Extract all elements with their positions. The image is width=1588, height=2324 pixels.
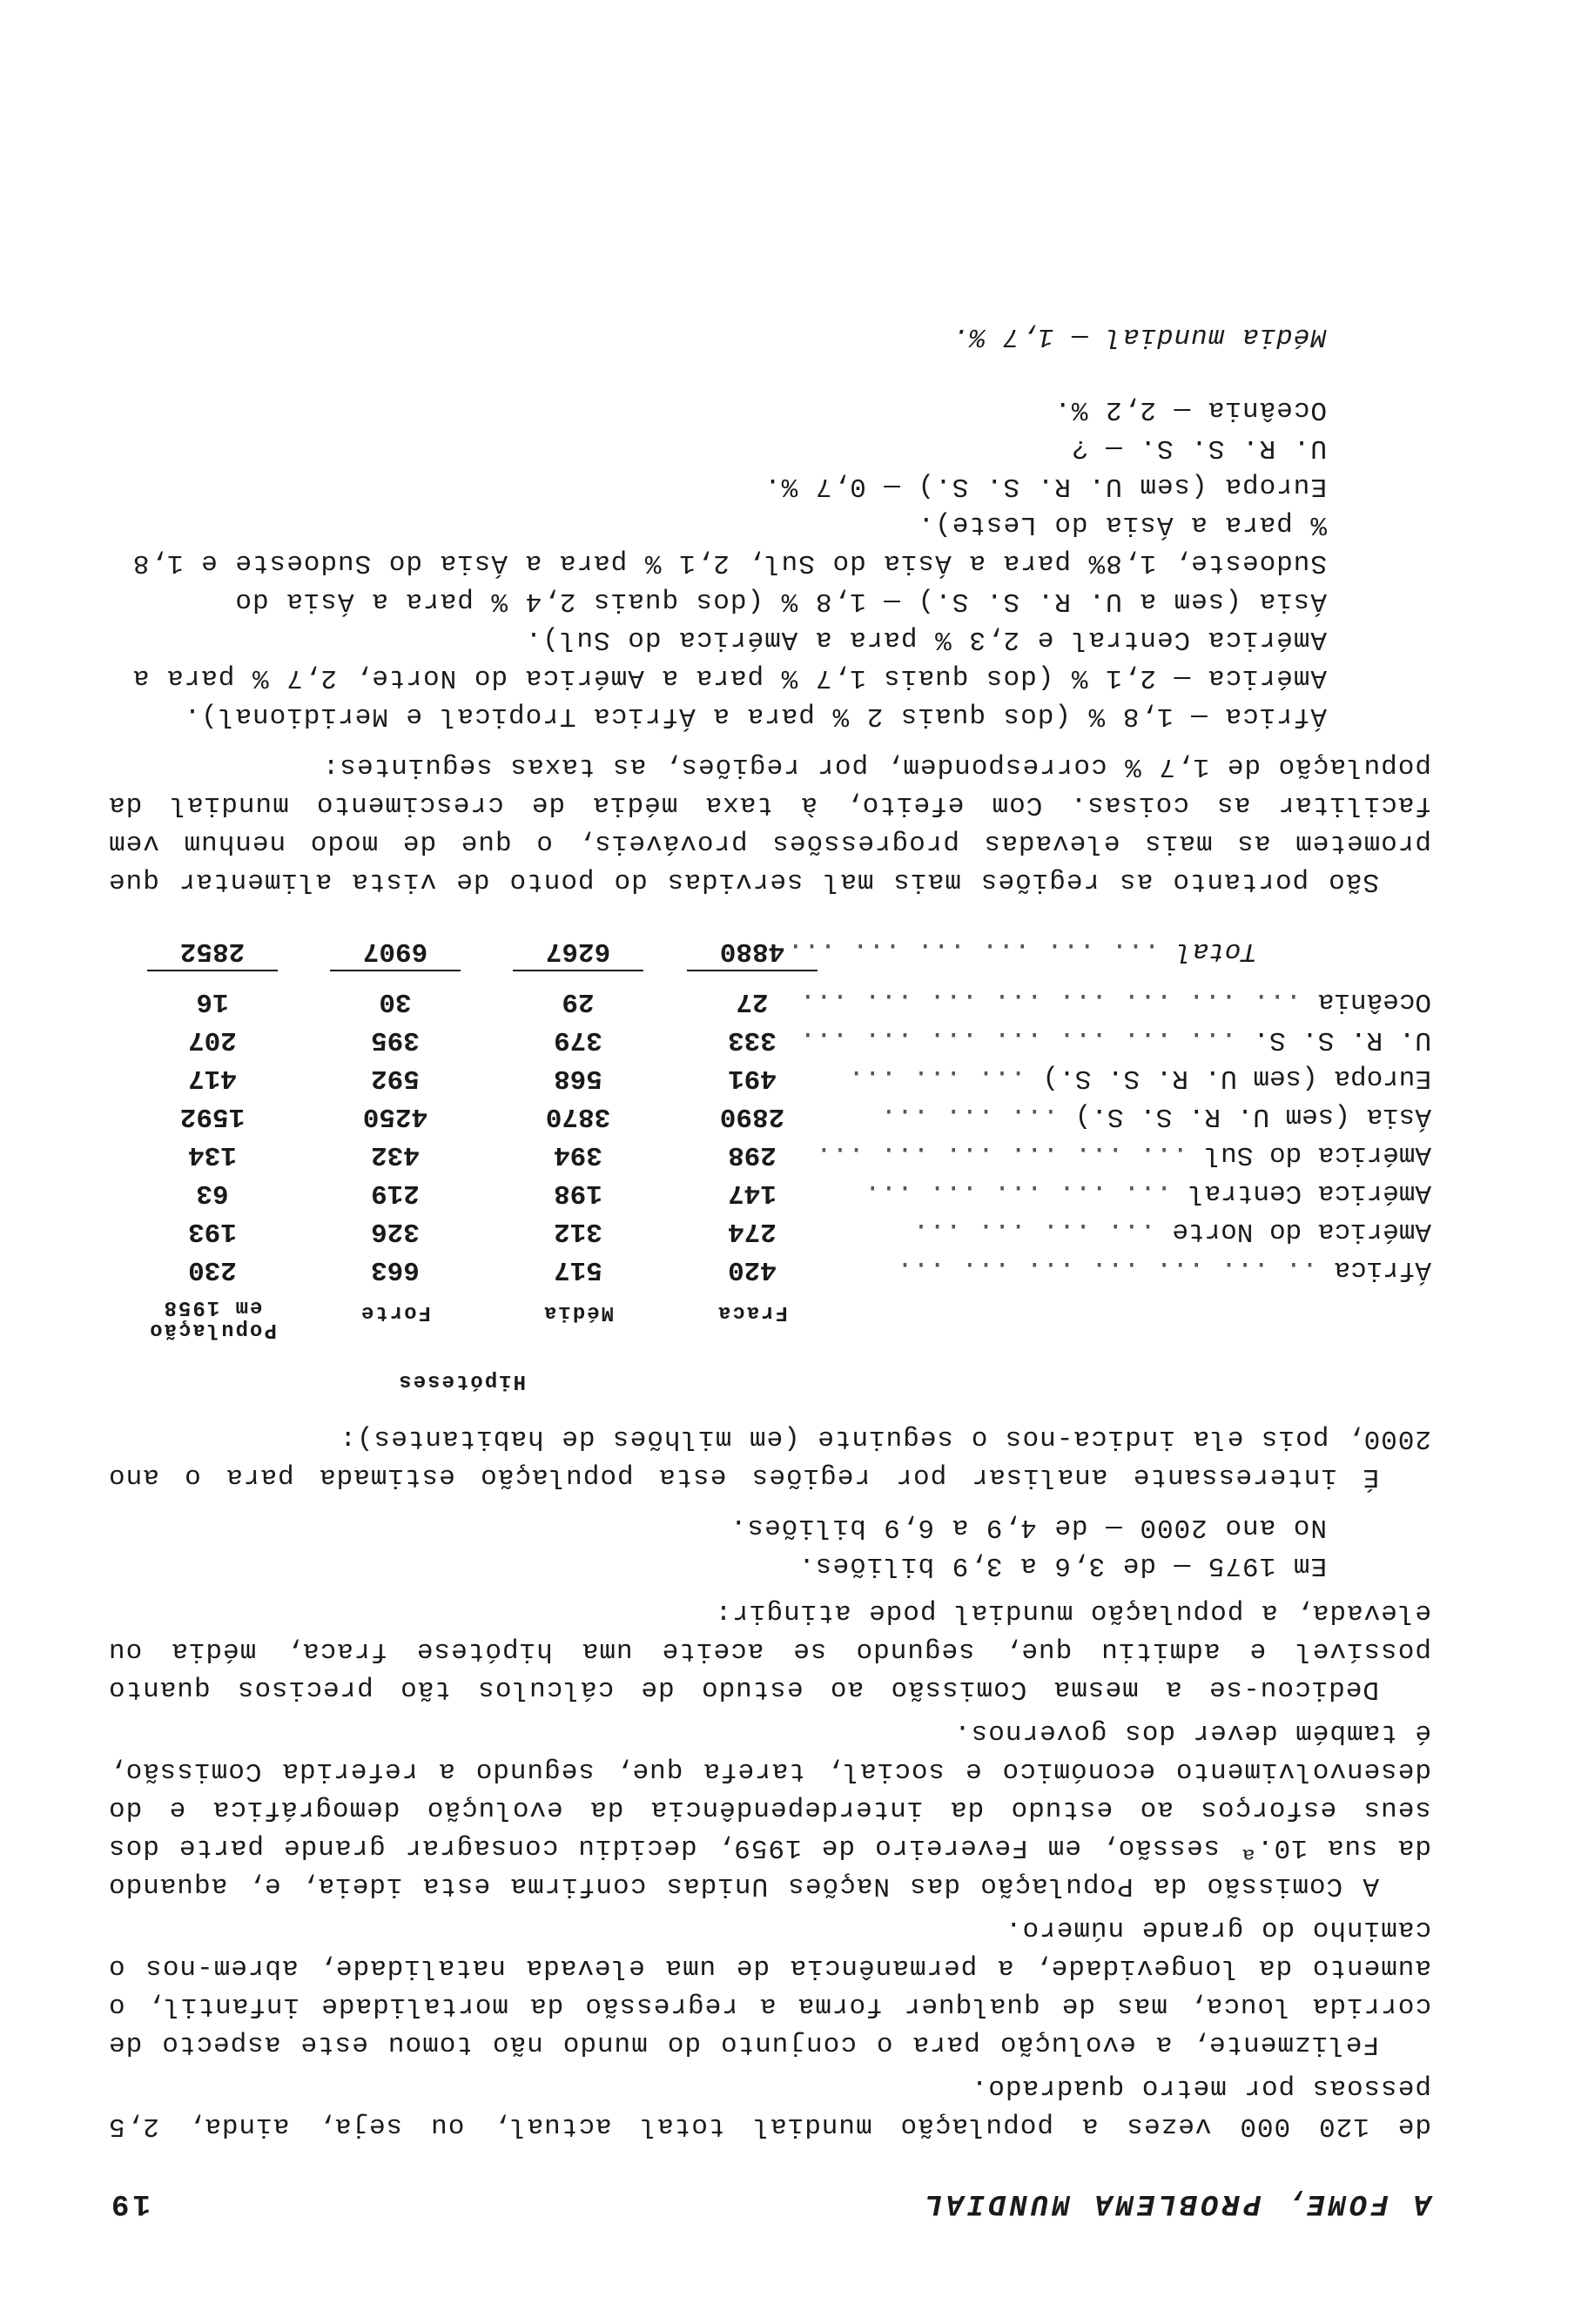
region-name: Oceânia: [1317, 986, 1431, 1017]
value-fraca: 147: [728, 1178, 777, 1208]
leader-dots: ... ... ... ...: [912, 1216, 1173, 1246]
value-pop1958: 417: [188, 1063, 237, 1093]
leader-dots: ... ... ... ... ... ...: [816, 1139, 1205, 1170]
col-header-population: [143, 1295, 282, 1340]
total-label: Total: [1175, 936, 1257, 966]
value-pop1958: 134: [188, 1139, 237, 1170]
world-average: Média mundial — 1,7 %.: [951, 321, 1327, 352]
total-rule: [330, 970, 461, 971]
value-fraca: 420: [728, 1254, 777, 1285]
value-pop1958: 230: [188, 1254, 237, 1285]
total-forte: 6907: [362, 936, 428, 966]
leader-dots: .. ... ... ... ... ... ...: [897, 1254, 1335, 1285]
leader-dots: ... ... ...: [880, 1101, 1075, 1132]
value-media: 394: [554, 1139, 602, 1170]
projection-item: Em 1975 — de 3,6 a 3,9 biliões.: [797, 1550, 1327, 1581]
rate-item: Ásia (sem a U. R. S. S.) — 1,8 % (dos quais 2,4 % para a Ásia do Sudoeste, 1,8% para a Ásia do Sul, 2,1 % para a Ásia do Sudoeste e 1,8 % para a Ásia do Leste).: [131, 509, 1327, 616]
paragraph: Dedicou-se a mesma Comissão ao estudo de cálculos tão precisos quanto possível e admitiu que, segundo se aceite uma hipótese fraca, média ou elevada, a população mundial pode atingir:: [108, 1597, 1431, 1704]
value-fraca: 2890: [719, 1101, 785, 1132]
page-number: 19: [108, 2186, 151, 2220]
rate-item: América — 2,1 % (dos quais 1,7 % para a América do Norte, 2,7 % para a América Central e 2,3 % para a América do Sul).: [131, 624, 1327, 693]
value-forte: 30: [379, 986, 412, 1017]
total-pop1958: 2852: [179, 936, 246, 966]
value-media: 29: [562, 986, 595, 1017]
value-pop1958: 207: [188, 1024, 237, 1055]
table-row: [108, 982, 1431, 1020]
col-header-population-line2: em 1958: [162, 1295, 263, 1319]
rate-item: U. R. S. S. — ?: [1070, 433, 1327, 463]
table-row: [108, 1058, 1431, 1097]
value-media: 312: [554, 1216, 602, 1246]
table-row: [108, 1250, 1431, 1288]
value-forte: 4250: [362, 1101, 428, 1132]
value-pop1958: 1592: [179, 1101, 246, 1132]
value-media: 3870: [545, 1101, 611, 1132]
table-header-row: [108, 1288, 1431, 1340]
col-header-fraca: Fraca: [717, 1300, 789, 1324]
table-row: [108, 1097, 1431, 1135]
total-media: 6267: [545, 936, 611, 966]
value-media: 198: [554, 1178, 602, 1208]
leader-dots: ... ... ...: [848, 1063, 1043, 1093]
region-name: Europa (sem U. R. S. S.): [1042, 1063, 1431, 1093]
leader-dots: ... ... ... ... ...: [864, 1178, 1188, 1208]
paragraph: de 120 000 vezes a população mundial total actual, ou seja, ainda, 2,5 pessoas por metro quadrado.: [108, 2072, 1431, 2141]
value-pop1958: 63: [196, 1178, 229, 1208]
value-pop1958: 193: [188, 1216, 237, 1246]
projection-item: No ano 2000 — de 4,9 a 6,9 biliões.: [729, 1512, 1327, 1542]
paragraph: A Comissão da População das Nações Unidas confirma esta ideia, e, aquando da sua 10.ª sessão, em Fevereiro de 1959, decidiu consagrar grande parte dos seus esforços ao estudo da interdependência da evolução demográfica e do desenvolvimento económico e social, tarefa que, segundo a referida Comissão, é também dever dos governos.: [108, 1717, 1431, 1901]
region-name: U. R. S. S.: [1253, 1024, 1431, 1055]
leader-dots: ... ... ... ... ... ... ... ...: [799, 986, 1318, 1017]
value-forte: 592: [371, 1063, 420, 1093]
value-fraca: 274: [728, 1216, 777, 1246]
paragraph: São portanto as regiões mais mal servidas do ponto de vista alimentar que prometem as mais elevadas progressões prováveis, o que de modo nenhum vem facilitar as coisas. Com efeito, à taxa média de crescimento mundial da população de 1,7 % correspondem, por regiões, as taxas seguintes:: [108, 751, 1431, 897]
table-row: [108, 1020, 1431, 1058]
leader-dots: ... ... ... ... ... ...: [787, 936, 1176, 966]
region-name: África: [1334, 1254, 1431, 1285]
value-media: 379: [554, 1024, 602, 1055]
value-fraca: 491: [728, 1063, 777, 1093]
region-name: América do Sul: [1204, 1139, 1431, 1170]
paragraph: É interessante analisar por regiões esta população estimada para o ano 2000, pois ela indica-nos o seguinte (em milhões de habitantes):: [108, 1423, 1431, 1492]
table-row: [108, 1212, 1431, 1250]
running-title: A FOME, PROBLEMA MUNDIAL: [921, 2186, 1431, 2220]
total-rule: [513, 970, 643, 971]
col-header-media: Média: [542, 1300, 615, 1324]
value-fraca: 333: [728, 1024, 777, 1055]
hypotheses-header: Hipóteses: [397, 1369, 526, 1393]
value-forte: 219: [371, 1178, 420, 1208]
table-row: [108, 1135, 1431, 1173]
regional-rates-list: [108, 317, 1327, 735]
region-name: América Central: [1188, 1178, 1431, 1208]
rate-item: Oceânia — 2,2 %.: [1053, 394, 1327, 425]
value-fraca: 298: [728, 1139, 777, 1170]
value-forte: 663: [371, 1254, 420, 1285]
page-content: [108, 317, 1431, 2220]
running-header: [108, 2186, 1431, 2220]
value-fraca: 27: [736, 986, 769, 1017]
rate-item: África — 1,8 % (dos quais 2 % para a África Tropical e Meridional).: [183, 701, 1327, 731]
value-forte: 326: [371, 1216, 420, 1246]
value-media: 517: [554, 1254, 602, 1285]
total-rule: [147, 970, 278, 971]
table-row: [108, 1173, 1431, 1212]
rate-item: Europa (sem U. R. S. S.) — 0,7 %.: [764, 471, 1327, 501]
value-media: 568: [554, 1063, 602, 1093]
table-total-row: [108, 931, 1431, 970]
projection-list: [108, 1508, 1327, 1584]
total-fraca: 4880: [719, 936, 785, 966]
table-group-header: [108, 1340, 1431, 1393]
region-name: Ásia (sem U. R. S. S.): [1074, 1101, 1431, 1132]
population-table: [108, 931, 1431, 1393]
value-forte: 432: [371, 1139, 420, 1170]
col-header-forte: Forte: [360, 1300, 432, 1324]
value-forte: 395: [371, 1024, 420, 1055]
region-name: América do Norte: [1172, 1216, 1431, 1246]
leader-dots: ... ... ... ... ... ... ...: [799, 1024, 1254, 1055]
paragraph: Felizmente, a evolução para o conjunto do mundo não tomou este aspecto de corrida louca, mas de qualquer forma a regressão da mortalidade infantil, o aumento da longevidade, a permanência de uma elevada natalidade, abrem-nos o caminho do grande número.: [108, 1914, 1431, 2059]
col-header-population-line1: População: [148, 1318, 277, 1341]
total-rule: [687, 970, 818, 971]
value-pop1958: 16: [196, 986, 229, 1017]
